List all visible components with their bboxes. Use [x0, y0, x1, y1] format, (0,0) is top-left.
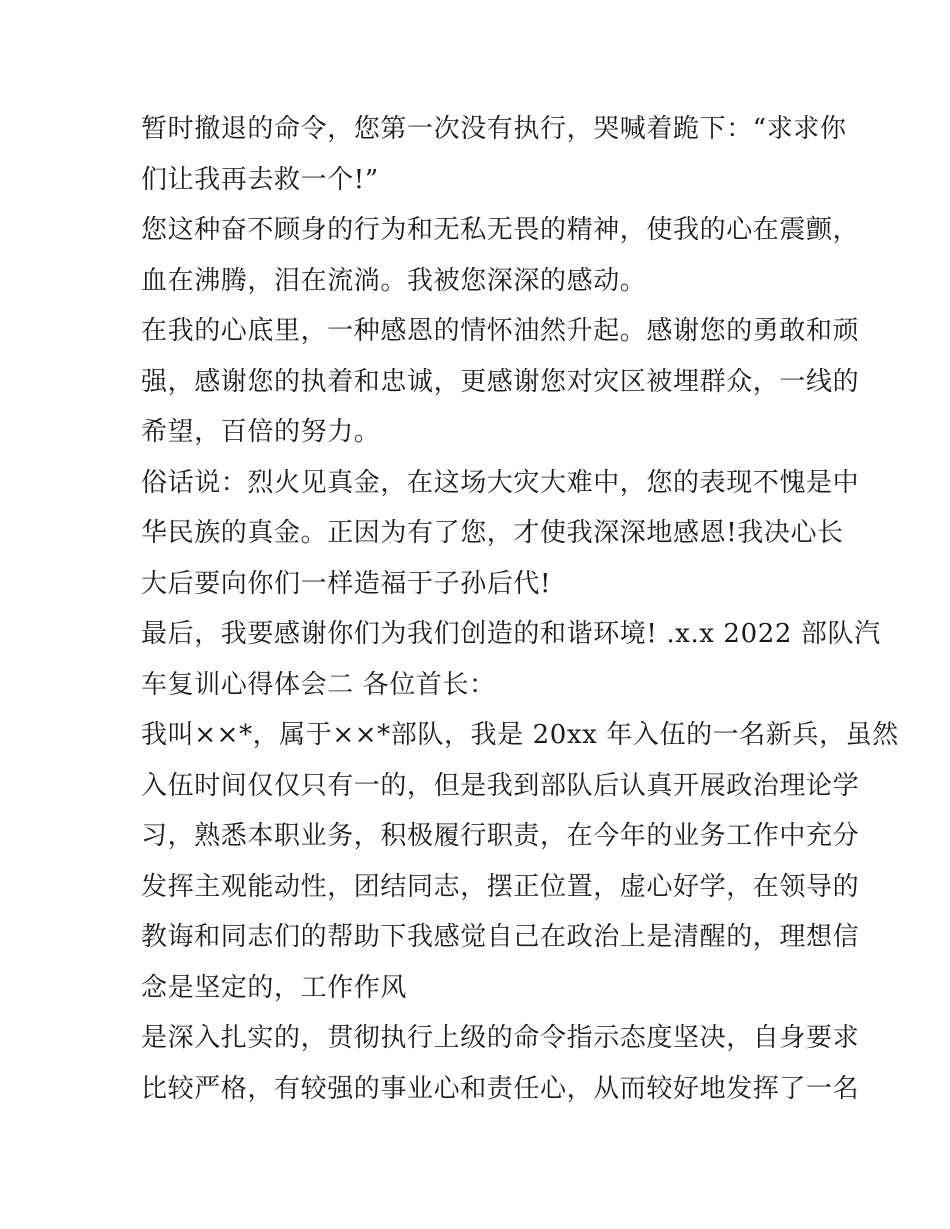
text-line: 暂时撤退的命令，您第一次没有执行，哭喊着跪下：“求求你 — [141, 114, 847, 144]
paragraph-2 — [141, 205, 860, 306]
text-line: 最后，我要感谢你们为我们创造的和谐环境! .x.x 2022 部队汽 — [141, 619, 881, 649]
text-line: 们让我再去救一个!” — [141, 164, 379, 195]
text-line: 车复训心得体会二 各位首长： — [141, 669, 496, 700]
text-line: 是深入扎实的，贯彻执行上级的命令指示态度坚决，自身要求 — [141, 1023, 860, 1053]
text-line: 我叫××*，属于××*部队，我是 20xx 年入伍的一名新兵，虽然 — [141, 720, 899, 750]
paragraph-5 — [141, 609, 881, 710]
paragraph-7 — [141, 1013, 860, 1114]
text-line: 发挥主观能动性，团结同志，摆正位置，虚心好学，在领导的 — [141, 871, 860, 902]
text-line: 血在沸腾，泪在流淌。我被您深深的感动。 — [141, 265, 647, 296]
text-line: 大后要向你们一样造福于子孙后代! — [141, 568, 552, 599]
text-line: 习，熟悉本职业务，积极履行职责，在今年的业务工作中充分 — [141, 821, 860, 851]
text-line: 在我的心底里，一种感恩的情怀油然升起。感谢您的勇敢和顽 — [141, 316, 860, 346]
text-line: 教诲和同志们的帮助下我感觉自己在政治上是清醒的，理想信 — [141, 922, 860, 952]
paragraph-4 — [141, 458, 860, 610]
paragraph-6 — [141, 710, 899, 1013]
text-line: 华民族的真金。正因为有了您，才使我深深地感恩!我决心长 — [141, 518, 844, 548]
paragraph-3 — [141, 306, 860, 458]
text-line: 希望，百倍的努力。 — [141, 417, 381, 447]
text-line: 强，感谢您的执着和忠诚，更感谢您对灾区被埋群众，一线的 — [141, 366, 860, 397]
document-body — [141, 104, 899, 1114]
text-line: 念是坚定的，工作作风 — [141, 972, 408, 1003]
text-line: 入伍时间仅仅只有一的，但是我到部队后认真开展政治理论学 — [141, 770, 860, 801]
text-line: 您这种奋不顾身的行为和无私无畏的精神，使我的心在震颤， — [141, 215, 860, 245]
text-line: 比较严格，有较强的事业心和责任心，从而较好地发挥了一名 — [141, 1073, 860, 1104]
text-line: 俗话说：烈火见真金，在这场大灾大难中，您的表现不愧是中 — [141, 467, 860, 498]
paragraph-1 — [141, 104, 847, 205]
